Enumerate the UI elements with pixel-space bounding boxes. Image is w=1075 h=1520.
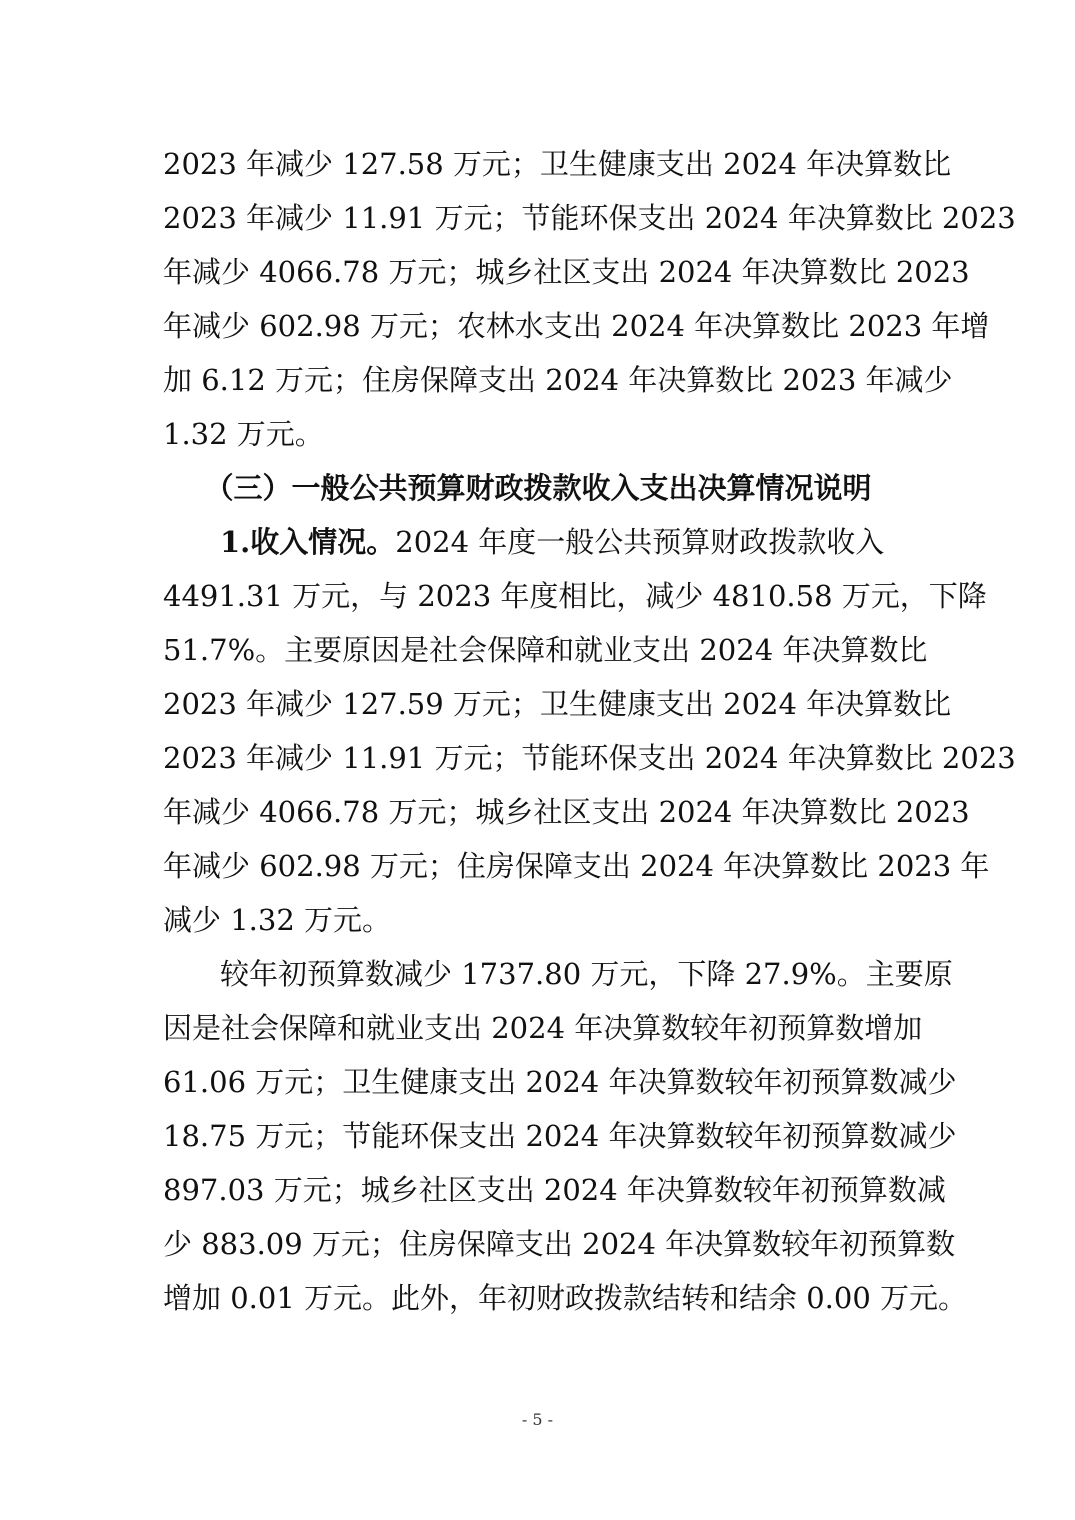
paragraph-line: 年减少 602.98 万元；农林水支出 2024 年决算数比 2023 年增 — [163, 309, 990, 343]
budget-compare-first-line: 较年初预算数减少 1737.80 万元，下降 27.9%。主要原 — [220, 957, 953, 991]
paragraph-line: 4491.31 万元，与 2023 年度相比，减少 4810.58 万元，下降 — [163, 579, 987, 613]
paragraph-line: 减少 1.32 万元。 — [163, 903, 392, 937]
paragraph-line: 51.7%。主要原因是社会保障和就业支出 2024 年决算数比 — [163, 633, 928, 667]
paragraph-line: 897.03 万元；城乡社区支出 2024 年决算数较年初预算数减 — [163, 1173, 946, 1207]
income-first-line-text: 2024 年度一般公共预算财政拨款收入 — [395, 525, 885, 559]
paragraph-line: 年减少 4066.78 万元；城乡社区支出 2024 年决算数比 2023 — [163, 795, 970, 829]
paragraph-line: 加 6.12 万元；住房保障支出 2024 年决算数比 2023 年减少 — [163, 363, 953, 397]
paragraph-line: 2023 年减少 127.59 万元；卫生健康支出 2024 年决算数比 — [163, 687, 952, 721]
section-heading: （三）一般公共预算财政拨款收入支出决算情况说明 — [204, 471, 872, 505]
paragraph-line: 少 883.09 万元；住房保障支出 2024 年决算数较年初预算数 — [163, 1227, 956, 1261]
paragraph-line: 年减少 602.98 万元；住房保障支出 2024 年决算数比 2023 年 — [163, 849, 990, 883]
paragraph-line: 年减少 4066.78 万元；城乡社区支出 2024 年决算数比 2023 — [163, 255, 970, 289]
paragraph-line: 61.06 万元；卫生健康支出 2024 年决算数较年初预算数减少 — [163, 1065, 957, 1099]
paragraph-line: 1.32 万元。 — [163, 417, 324, 451]
income-first-line — [220, 520, 913, 564]
paragraph-line: 增加 0.01 万元。此外，年初财政拨款结转和结余 0.00 万元。 — [163, 1281, 968, 1315]
paragraph-line: 2023 年减少 127.58 万元；卫生健康支出 2024 年决算数比 — [163, 147, 952, 181]
income-label: 1.收入情况。 — [220, 525, 396, 559]
page-number: - 5 - — [521, 1410, 554, 1429]
paragraph-line: 2023 年减少 11.91 万元；节能环保支出 2024 年决算数比 2023 — [163, 201, 1016, 235]
paragraph-line: 因是社会保障和就业支出 2024 年决算数较年初预算数增加 — [163, 1011, 923, 1045]
paragraph-line: 18.75 万元；节能环保支出 2024 年决算数较年初预算数减少 — [163, 1119, 957, 1153]
paragraph-line: 2023 年减少 11.91 万元；节能环保支出 2024 年决算数比 2023 — [163, 741, 1016, 775]
